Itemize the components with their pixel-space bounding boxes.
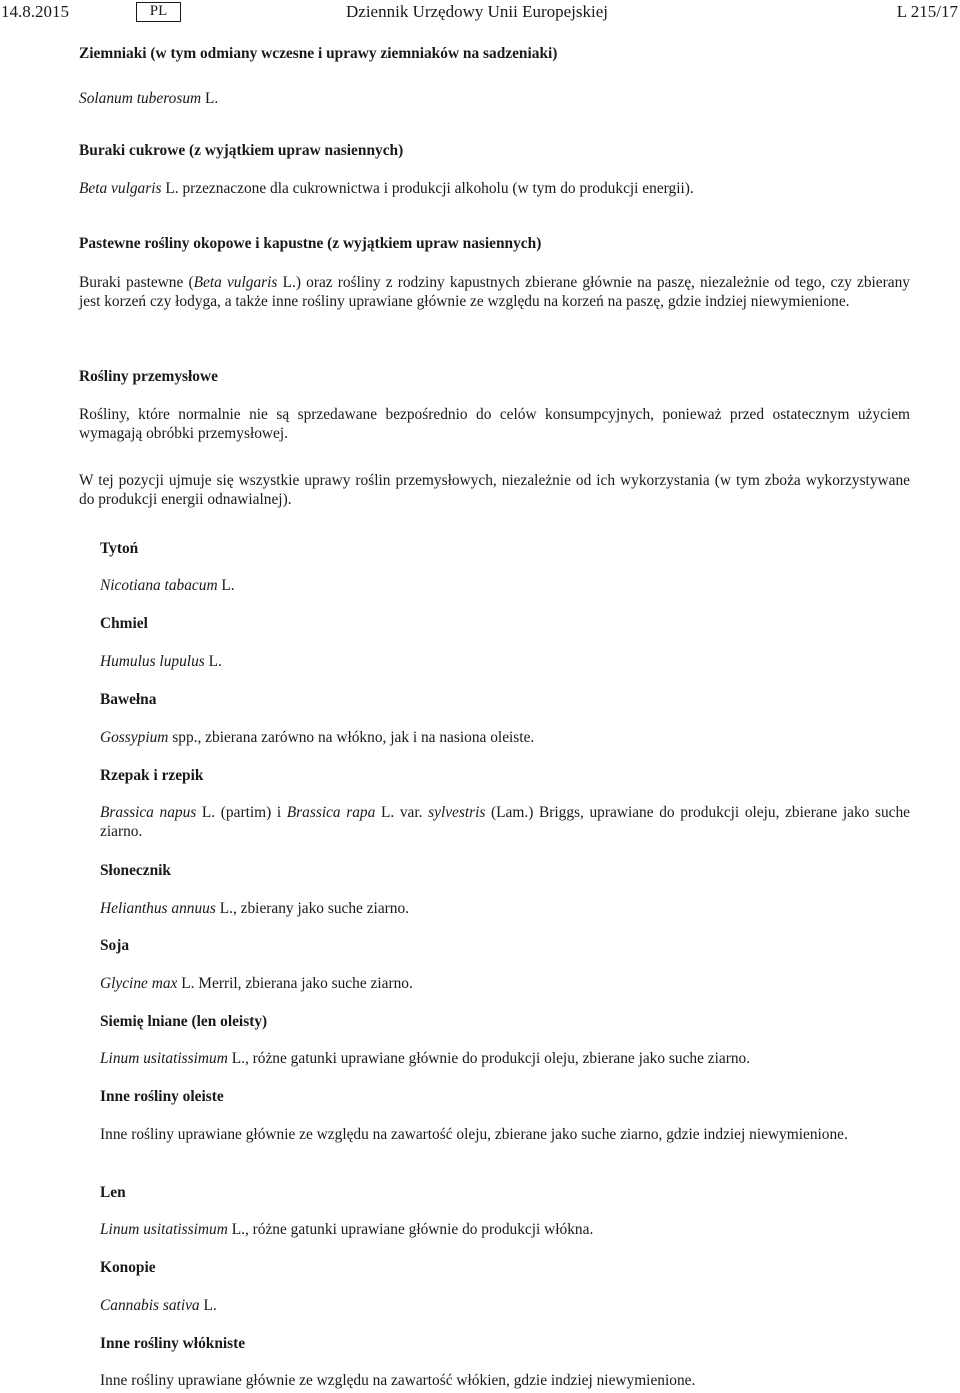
language-badge: PL bbox=[136, 2, 181, 22]
heading-cotton: Bawełna bbox=[100, 691, 157, 708]
heading-hemp: Konopie bbox=[100, 1259, 156, 1276]
heading-linseed: Siemię lniane (len oleisty) bbox=[100, 1013, 268, 1030]
latin-name: Beta vulgaris bbox=[79, 180, 162, 197]
text-soya bbox=[100, 974, 910, 993]
text-fragment: (Lam.) Briggs, uprawiane do produkcji oleju, zbierane jako suche ziarno. bbox=[100, 804, 911, 840]
heading-soya: Soja bbox=[100, 937, 130, 954]
latin-name: Helianthus annuus bbox=[100, 900, 216, 917]
heading-tobacco: Tytoń bbox=[100, 540, 139, 557]
text-other-oil-crops: Inne rośliny uprawiane głównie ze względu na zawartość oleju, zbierane jako suche ziarno, gdzie indziej niewymienione. bbox=[100, 1126, 848, 1143]
text-fragment: Buraki pastewne ( bbox=[79, 274, 194, 291]
latin-name: Solanum tuberosum bbox=[79, 90, 202, 107]
text-industrial-para1: Rośliny, które normalnie nie są sprzedawane bezpośrednio do celów konsumpcyjnych, ponieważ przed ostatecznym użyciem wymagają obróbki przemysłowej. bbox=[79, 406, 910, 442]
text-hops bbox=[100, 652, 910, 671]
text-fodder-roots bbox=[79, 273, 910, 311]
heading-sunflower: Słonecznik bbox=[100, 862, 171, 879]
text-fragment: L.) oraz rośliny z rodziny kapustnych zbierane głównie na paszę, niezależnie od tego, czy zbierany jest korzeń czy łodyga, a także inne rośliny uprawiane głównie ze względu na korzeń na paszę, gdzie indziej niewymienione. bbox=[79, 274, 910, 310]
heading-fodder-roots: Pastewne rośliny okopowe i kapustne (z wyjątkiem upraw nasiennych) bbox=[79, 235, 542, 252]
latin-name: Brassica napus bbox=[100, 804, 197, 821]
page-reference: L 215/17 bbox=[896, 2, 958, 21]
latin-name: Gossypium bbox=[100, 729, 169, 746]
text-other-fibre-crops: Inne rośliny uprawiane głównie ze względu na zawartość włókien, gdzie indziej niewymienione. bbox=[100, 1372, 696, 1389]
latin-name: Brassica rapa bbox=[286, 804, 376, 821]
latin-name: Linum usitatissimum bbox=[100, 1221, 228, 1238]
text-fragment: L., różne gatunki uprawiane głównie do produkcji oleju, zbierane jako suche ziarno. bbox=[227, 1050, 751, 1067]
publication-date: 14.8.2015 bbox=[1, 2, 69, 21]
heading-sugar-beet: Buraki cukrowe (z wyjątkiem upraw nasiennych) bbox=[79, 142, 404, 159]
journal-title: Dziennik Urzędowy Unii Europejskiej bbox=[346, 2, 609, 21]
text-fragment: L. var. bbox=[375, 804, 429, 821]
latin-name: Humulus lupulus bbox=[100, 653, 205, 670]
text-fragment: L. bbox=[201, 90, 219, 107]
text-fragment: L., zbierany jako suche ziarno. bbox=[215, 900, 410, 917]
text-fragment: L. Merril, zbierana jako suche ziarno. bbox=[177, 975, 413, 992]
text-rape bbox=[100, 803, 910, 841]
heading-other-oil-crops: Inne rośliny oleiste bbox=[100, 1088, 224, 1105]
text-sunflower bbox=[100, 899, 910, 918]
text-fragment: L. bbox=[217, 577, 235, 594]
latin-name: Beta vulgaris bbox=[193, 274, 278, 291]
text-flax bbox=[100, 1220, 910, 1239]
heading-industrial-crops: Rośliny przemysłowe bbox=[79, 368, 218, 385]
text-fragment: L. (partim) i bbox=[196, 804, 287, 821]
text-hemp bbox=[100, 1296, 910, 1315]
text-fragment: spp., zbierana zarówno na włókno, jak i na nasiona oleiste. bbox=[168, 729, 535, 746]
heading-potatoes: Ziemniaki (w tym odmiany wczesne i uprawy ziemniaków na sadzeniaki) bbox=[79, 45, 558, 62]
text-fragment: L. bbox=[199, 1297, 217, 1314]
latin-name: Nicotiana tabacum bbox=[100, 577, 218, 594]
text-tobacco bbox=[100, 576, 910, 595]
latin-name: sylvestris bbox=[428, 804, 486, 821]
heading-other-fibre-crops: Inne rośliny włókniste bbox=[100, 1335, 246, 1352]
page-header bbox=[0, 1, 960, 23]
text-potatoes bbox=[79, 89, 910, 108]
heading-flax: Len bbox=[100, 1184, 126, 1201]
text-sugar-beet bbox=[79, 179, 910, 198]
heading-hops: Chmiel bbox=[100, 615, 148, 632]
latin-name: Linum usitatissimum bbox=[100, 1050, 228, 1067]
heading-rape: Rzepak i rzepik bbox=[100, 767, 204, 784]
latin-name: Glycine max bbox=[100, 975, 178, 992]
text-fragment: L. bbox=[204, 653, 222, 670]
latin-name: Cannabis sativa bbox=[100, 1297, 200, 1314]
text-fragment: L., różne gatunki uprawiane głównie do produkcji włókna. bbox=[227, 1221, 594, 1238]
text-industrial-para2: W tej pozycji ujmuje się wszystkie uprawy roślin przemysłowych, niezależnie od ich wykorzystania (w tym zboża wykorzystywane do produkcji energii odnawialnej). bbox=[79, 472, 910, 508]
text-linseed bbox=[100, 1049, 910, 1068]
text-cotton bbox=[100, 728, 910, 747]
text-fragment: L. przeznaczone dla cukrownictwa i produkcji alkoholu (w tym do produkcji energii). bbox=[161, 180, 694, 197]
